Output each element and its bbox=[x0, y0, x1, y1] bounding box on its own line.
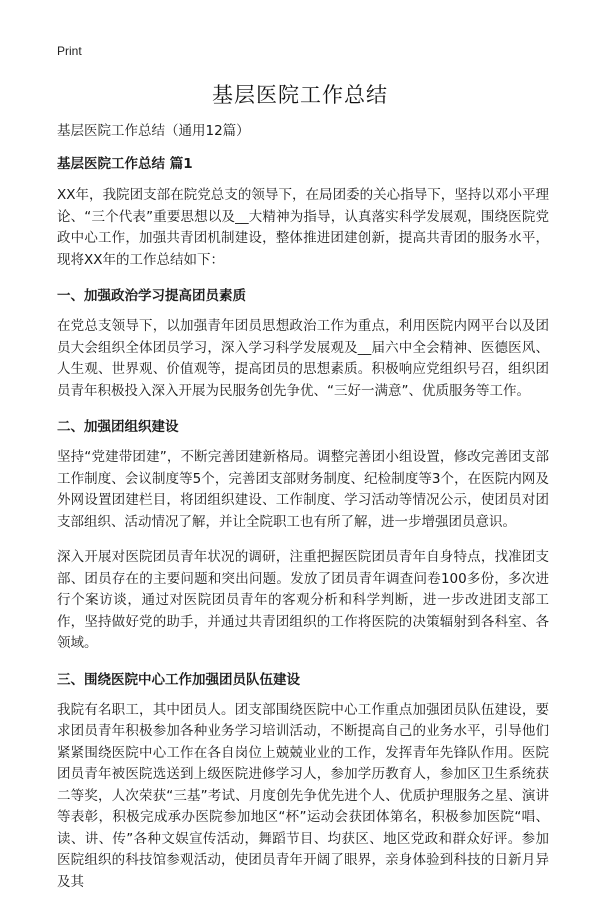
document-body bbox=[57, 120, 549, 907]
section-heading-2: 二、加强团组织建设 bbox=[57, 419, 179, 435]
section-heading-1: 一、加强政治学习提高团员素质 bbox=[57, 288, 246, 304]
section-3-paragraph-1: 我院有名职工，其中团员人。团支部围绕医院中心工作重点加强团员队伍建设，要求团员青年积极参加各种业务学习培训活动，不断提高自己的业务水平，引导他们紧紧围绕医院中心工作在各自岗位上兢兢业业的工作，发挥青年先锋队作用。医院团员青年被医院选送到上级医院进修学习人，参加学历教育人，参加区卫生系统获二等奖，人次荣获“三基”考试、月度创先争优先进个人、优质护理服务之星、演讲等表彰，积极完成承办医院参加地区“杯”运动会获团体第名，积极参加医院“唱、读、讲、传”各种文娱宣传活动，舞蹈节目、均获区、地区党政和群众好评。参加医院组织的科技馆参观活动，使团员青年开阔了眼界，亲身体验到科技的日新月异及其 bbox=[57, 701, 549, 890]
section-1-paragraph-1: 在党总支领导下，以加强青年团员思想政治工作为重点，利用医院内网平台以及团员大会组织全体团员学习，深入学习科学发展观及__届六中全会精神、医德医风、人生观、世界观、价值观等，提高团员的思想素质。积极响应党组织号召，组织团员青年积极投入深入开展为民服务创先争优、“三好一满意”、优质服务等工作。 bbox=[57, 318, 549, 399]
print-link[interactable]: Print bbox=[57, 44, 82, 58]
document-subtitle: 基层医院工作总结（通用12篇） bbox=[57, 123, 250, 139]
section-2-paragraph-2: 深入开展对医院团员青年状况的调研，注重把握医院团员青年自身特点，找准团支部、团员存在的主要问题和突出问题。发放了团员青年调查问卷100多份，多次进行个案访谈，通过对医院团员青年的客观分析和科学判断，进一步改进团支部工作，坚持做好党的助手，并通过共青团组织的工作将医院的决策辐射到各科室、各领域。 bbox=[57, 549, 549, 651]
section-2-paragraph-1: 坚持“党建带团建”，不断完善团建新格局。调整完善团小组设置，修改完善团支部工作制度、会议制度等5个，完善团支部财务制度、纪检制度等3个，在医院内网及外网设置团建栏目，将团组织建设、工作制度、学习活动等情况公示，使团员对团支部组织、活动情况了解，并让全院职工也有所了解，进一步增强团员意识。 bbox=[57, 449, 549, 530]
section-heading-3: 三、围绕医院中心工作加强团员队伍建设 bbox=[57, 671, 300, 688]
intro-paragraph: XX年，我院团支部在院党总支的领导下，在局团委的关心指导下，坚持以邓小平理论、“三个代表”重要思想以及__大精神为指导，认真落实科学发展观，围绕医院党政中心工作，加强共青团机制建设，整体推进团建创新，提高共青团的服务水平，现将XX年的工作总结如下： bbox=[57, 187, 549, 268]
document-title: 基层医院工作总结 bbox=[212, 83, 388, 107]
article-heading: 基层医院工作总结 篇1 bbox=[57, 156, 193, 172]
